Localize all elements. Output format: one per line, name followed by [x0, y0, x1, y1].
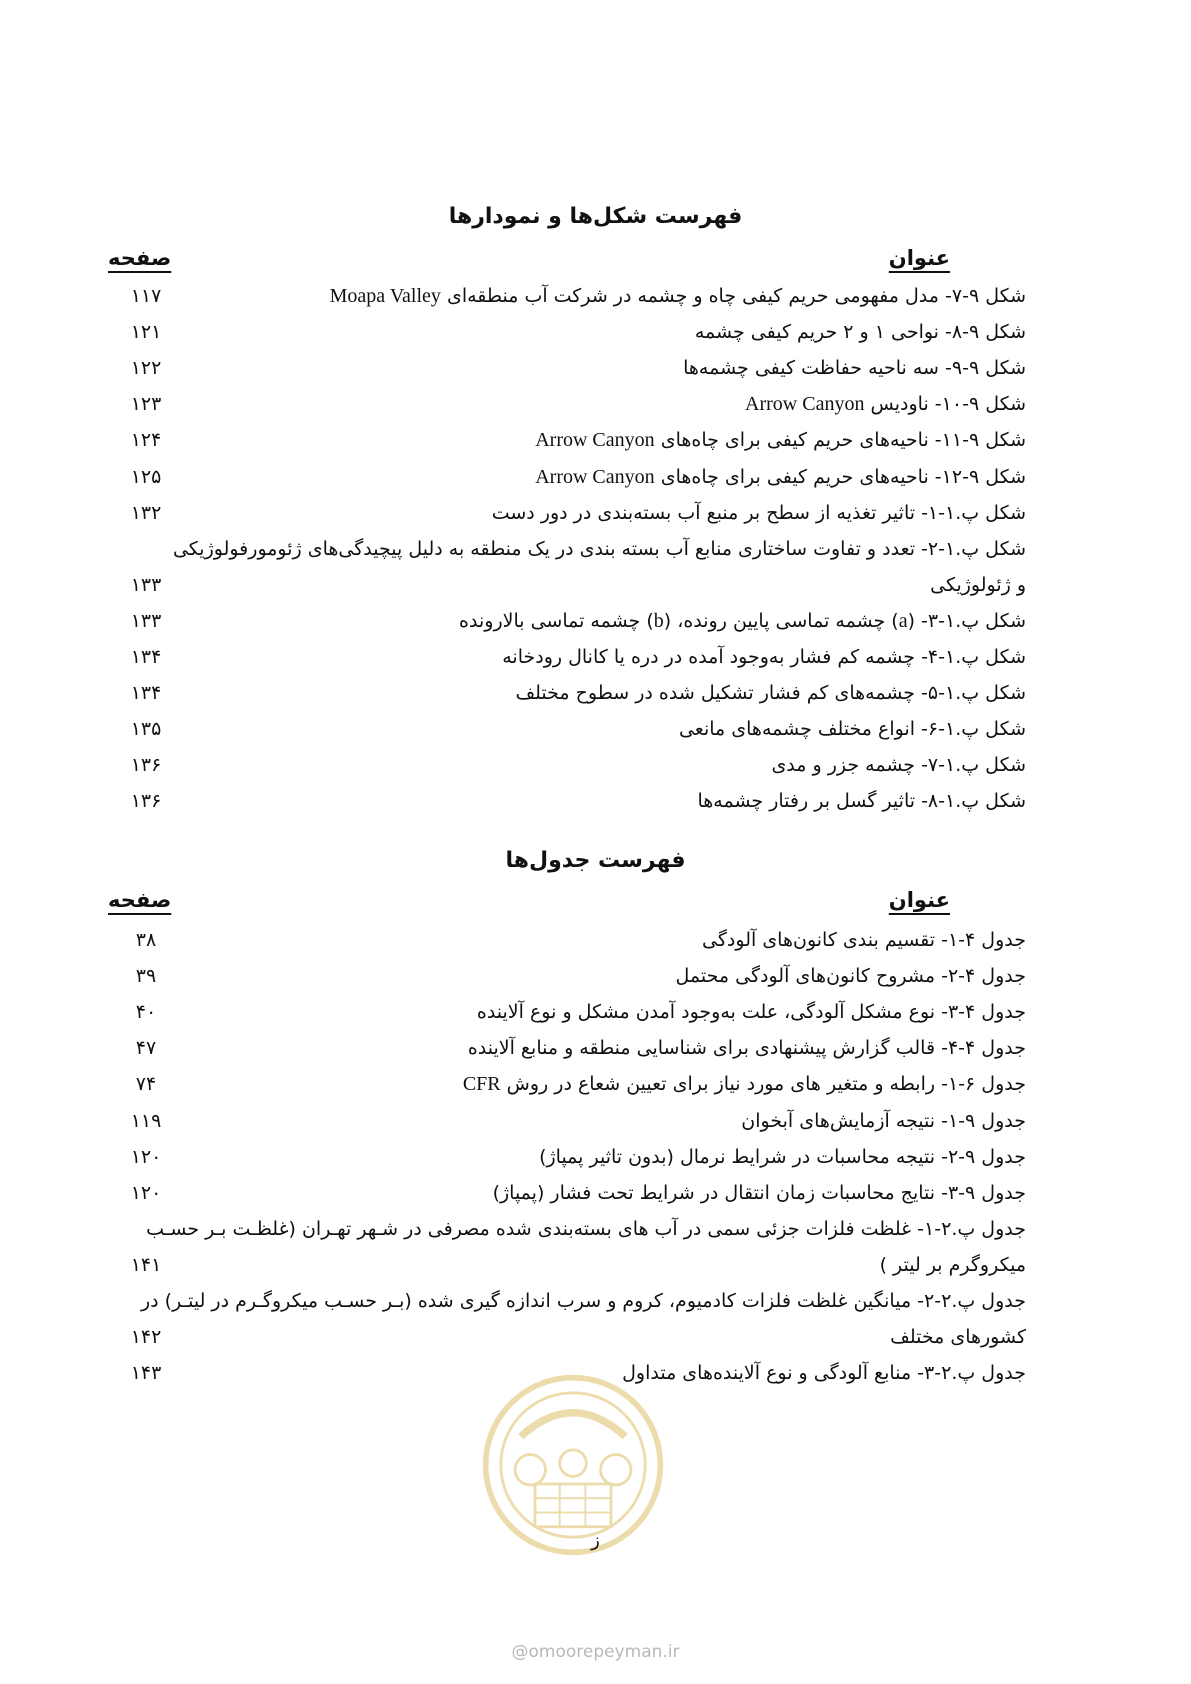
figure-entry: [116, 711, 1026, 747]
table-entry: [116, 1139, 1026, 1175]
figure-entry: [116, 422, 1026, 458]
figure-entry-page: ۱۳۳: [130, 609, 162, 632]
table-entry-page: ۱۱۹: [130, 1109, 162, 1132]
figure-entry-title: شکل ۹-۱۱- ناحیه‌های حریم کیفی برای چاه‌های Arrow Canyon: [535, 429, 1026, 452]
figure-entry-title: شکل پ.۱-۸- تاثیر گسل بر رفتار چشمه‌ها: [697, 790, 1026, 813]
table-entry-title: جدول پ.۲-۱- غلظت فلزات جزئی سمی در آب های بسته‌بندی شده مصرفی در شـهر تهـران (غلظـت بـر حسـب: [146, 1217, 1026, 1240]
table-entry-title: جدول ۴-۳- نوع مشکل آلودگی، علت به‌وجود آمدن مشکل و نوع آلاینده: [476, 1001, 1026, 1024]
tables-col-page: صفحه: [108, 888, 172, 912]
figure-entry-title: شکل پ.۱-۲- تعدد و تفاوت ساختاری منابع آب بسته بندی در یک منطقه به دلیل پیچیدگی‌های ژئومورفولوژیکی: [172, 537, 1026, 560]
figures-heading: فهرست شکل‌ها و نمودارها: [448, 204, 743, 229]
figure-entry-page: ۱۲۵: [130, 465, 162, 488]
figures-col-page: صفحه: [108, 246, 172, 270]
figure-entry-title: شکل ۹-۱۰- ناودیس Arrow Canyon: [745, 393, 1026, 416]
table-entry: [116, 922, 1026, 958]
tables-heading: فهرست جدول‌ها: [505, 848, 686, 873]
table-entry: [116, 1103, 1026, 1139]
table-entry: [116, 1066, 1026, 1102]
table-entry-page: ۳۸: [135, 929, 157, 951]
watermark-text: @omoorepeyman.ir: [511, 1642, 680, 1662]
figure-entry-title: شکل ۹-۱۲- ناحیه‌های حریم کیفی برای چاه‌های Arrow Canyon: [535, 465, 1026, 488]
table-entry: [116, 1211, 1026, 1247]
figure-entry-title: شکل پ.۱-۵- چشمه‌های کم فشار تشکیل شده در سطوح مختلف: [515, 682, 1026, 705]
table-entry-title: جدول ۴-۲- مشروح کانون‌های آلودگی محتمل: [675, 965, 1026, 988]
table-entry: [116, 1247, 1026, 1283]
table-entry-page: ۱۴۲: [130, 1326, 162, 1349]
table-entry-title: جدول ۹-۳- نتایج محاسبات زمان انتقال در شرایط تحت فشار (پمپاژ): [492, 1181, 1026, 1204]
figures-col-title: عنوان: [888, 246, 950, 270]
figure-entry: [116, 783, 1026, 819]
tables-col-title: عنوان: [888, 888, 950, 912]
table-entry: [116, 1175, 1026, 1211]
figure-entry: [116, 675, 1026, 711]
figure-entry-title: و ژئولوژیکی: [930, 573, 1026, 596]
figure-entry-title: شکل ۹-۷- مدل مفهومی حریم کیفی چاه و چشمه در شرکت آب منطقه‌ای Moapa Valley: [329, 285, 1026, 307]
figure-entry-title: شکل پ.۱-۶- انواع مختلف چشمه‌های مانعی: [678, 718, 1026, 741]
figure-entry-title: شکل ۹-۹- سه ناحیه حفاظت کیفی چشمه‌ها: [683, 357, 1026, 380]
table-entry-page: ۴۰: [135, 1001, 157, 1024]
figure-entry: [116, 567, 1026, 603]
page-number: ز: [591, 1530, 600, 1551]
table-entry: [116, 1030, 1026, 1066]
figure-entry: [116, 747, 1026, 783]
figure-entry-page: ۱۳۶: [130, 790, 162, 813]
figure-entry-page: ۱۳۳: [130, 573, 162, 596]
figure-entry-page: ۱۳۴: [130, 682, 162, 705]
figure-entry: [116, 314, 1026, 350]
figure-entry: [116, 350, 1026, 386]
table-entry-title: جدول ۴-۱- تقسیم بندی کانون‌های آلودگی: [702, 929, 1026, 951]
table-entry: [116, 1283, 1026, 1319]
figure-entry-title: شکل پ.۱-۳- (a) چشمه تماسی پایین رونده، (b) چشمه تماسی بالارونده: [459, 609, 1026, 632]
table-entry-page: ۱۲۰: [130, 1145, 162, 1168]
figure-entry: [116, 495, 1026, 531]
table-entry-title: کشورهای مختلف: [890, 1326, 1026, 1349]
table-entry: [116, 994, 1026, 1030]
figure-entry: [116, 639, 1026, 675]
table-entry-page: ۱۴۱: [130, 1253, 162, 1276]
figure-entry-title: شکل ۹-۸- نواحی ۱ و ۲ حریم کیفی چشمه: [694, 321, 1026, 344]
table-entry-title: جدول ۶-۱- رابطه و متغیر های مورد نیاز برای تعیین شعاع در روش CFR: [462, 1073, 1026, 1096]
figure-entry: [116, 386, 1026, 422]
table-entry-title: جدول ۹-۲- نتیجه محاسبات در شرایط نرمال (بدون تاثیر پمپاژ): [539, 1145, 1026, 1168]
figure-entry-page: ۱۲۳: [130, 393, 162, 416]
figure-entry-page: ۱۳۲: [130, 501, 162, 524]
figure-entry-page: ۱۲۴: [130, 429, 162, 452]
table-entry-page: ۱۴۳: [130, 1362, 162, 1385]
figure-entry-title: شکل پ.۱-۱- تاثیر تغذیه از سطح بر منبع آب بسته‌بندی در دور دست: [491, 501, 1026, 524]
figure-entry-page: ۱۱۷: [130, 285, 162, 307]
figure-entry: [116, 278, 1026, 314]
table-entry-title: میکروگرم بر لیتر ): [879, 1253, 1026, 1276]
table-entry-page: ۷۴: [135, 1073, 157, 1096]
table-entry-title: جدول ۴-۴- قالب گزارش پیشنهادی برای شناسایی منطقه و منابع آلاینده: [467, 1037, 1026, 1060]
table-entry-title: جدول ۹-۱- نتیجه آزمایش‌های آبخوان: [741, 1109, 1026, 1132]
figure-entry: [116, 459, 1026, 495]
figure-entry-page: ۱۲۲: [130, 357, 162, 380]
figure-entry-page: ۱۳۶: [130, 754, 162, 777]
figure-entry-title: شکل پ.۱-۷- چشمه جزر و مدی: [771, 754, 1026, 777]
figure-entry: [116, 603, 1026, 639]
figure-entry-title: شکل پ.۱-۴- چشمه کم فشار به‌وجود آمده در دره یا کانال رودخانه: [502, 646, 1026, 668]
figure-entry-page: ۱۲۱: [130, 321, 162, 344]
table-entry-page: ۱۲۰: [130, 1181, 162, 1204]
table-entry: [116, 958, 1026, 994]
table-entry-page: ۳۹: [135, 965, 157, 988]
figure-entry-page: ۱۳۵: [130, 718, 162, 741]
table-entry: [116, 1319, 1026, 1355]
table-entry-title: جدول پ.۲-۲- میانگین غلظت فلزات کادمیوم، کروم و سرب اندازه گیری شده (بـر حسـب میکروگـرم در لیتـر) در: [141, 1290, 1026, 1312]
figure-entry-page: ۱۳۴: [130, 646, 162, 668]
table-entry-title: جدول پ.۲-۳- منابع آلودگی و نوع آلاینده‌های متداول: [622, 1362, 1026, 1385]
table-entry-page: ۴۷: [135, 1037, 157, 1060]
figure-entry: [116, 531, 1026, 567]
